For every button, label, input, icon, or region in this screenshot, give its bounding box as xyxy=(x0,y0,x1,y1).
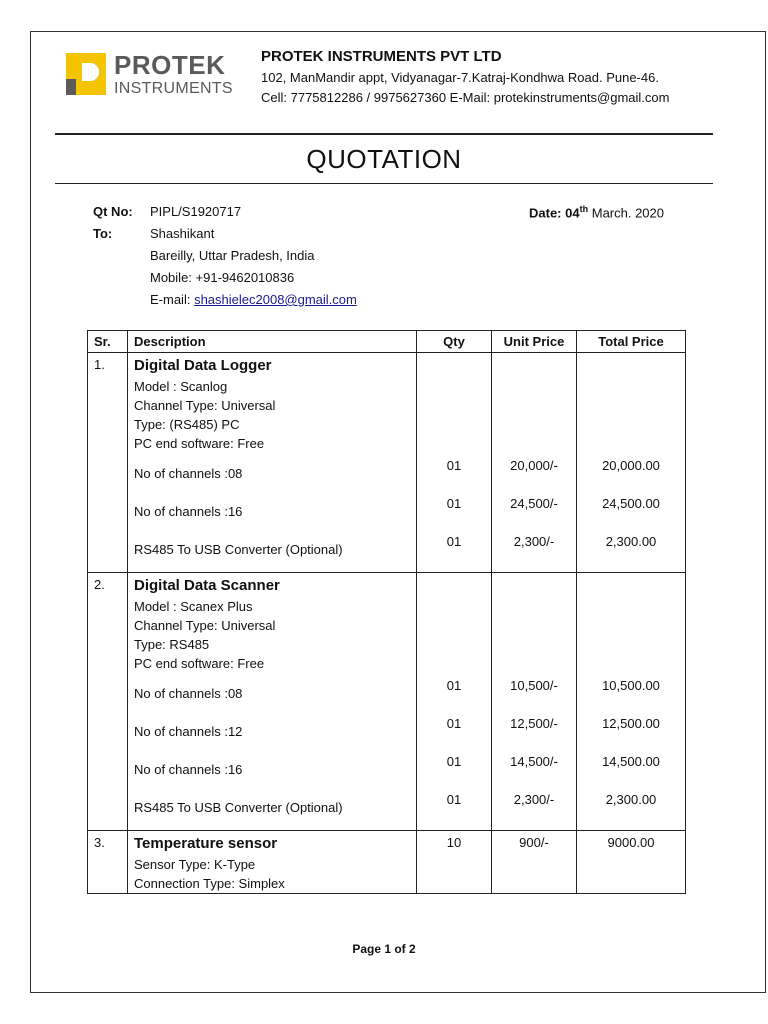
logo-word-instruments: INSTRUMENTS xyxy=(114,80,233,97)
recipient-location: Bareilly, Uttar Pradesh, India xyxy=(150,248,315,263)
date-rest: March. 2020 xyxy=(591,205,664,221)
item-total-cell xyxy=(577,573,686,831)
item-option: No of channels :12 xyxy=(134,724,243,739)
qty-value: 01 xyxy=(446,534,462,549)
table-row xyxy=(88,831,686,894)
total-price-value: 2,300.00 xyxy=(605,792,657,807)
unit-price-value: 14,500/- xyxy=(510,754,558,769)
total-price-value: 2,300.00 xyxy=(605,534,657,549)
item-option: No of channels :08 xyxy=(134,466,243,481)
protek-logo-mark-icon xyxy=(66,53,106,95)
table-header-row xyxy=(88,331,686,353)
company-contact: Cell: 7775812286 / 9975627360 E-Mail: protekinstruments@gmail.com xyxy=(261,90,670,105)
total-price-value: 12,500.00 xyxy=(602,716,660,731)
unit-price-value: 2,300/- xyxy=(513,534,555,549)
total-price-value: 24,500.00 xyxy=(602,496,660,511)
item-title: Digital Data Scanner xyxy=(134,577,280,594)
company-logo xyxy=(66,50,236,100)
header-qty: Qty xyxy=(417,331,492,353)
item-spec: Connection Type: Simplex xyxy=(134,876,285,891)
quotation-items-table xyxy=(87,330,686,894)
qty-value: 01 xyxy=(446,754,462,769)
item-spec: PC end software: Free xyxy=(134,656,265,671)
item-unit-cell xyxy=(492,353,577,573)
recipient-email-label: E-mail: xyxy=(150,292,191,307)
company-address: 102, ManMandir appt, Vidyanagar-7.Katraj-Kondhwa Road. Pune-46. xyxy=(261,70,659,85)
item-qty-cell xyxy=(417,573,492,831)
item-spec: PC end software: Free xyxy=(134,436,265,451)
page-number: Page 1 of 2 xyxy=(352,942,416,956)
item-option: RS485 To USB Converter (Optional) xyxy=(134,542,343,557)
item-sr: 1. xyxy=(88,353,128,573)
header-unit-price: Unit Price xyxy=(492,331,577,353)
qty-value: 01 xyxy=(446,496,462,511)
logo-word-protek: PROTEK xyxy=(114,50,226,80)
qty-value: 01 xyxy=(446,458,462,473)
item-sr: 3. xyxy=(88,831,128,894)
recipient-name: Shashikant xyxy=(150,226,215,241)
qty-value: 01 xyxy=(446,678,462,693)
qt-no-value: PIPL/S1920717 xyxy=(150,204,242,219)
unit-price-value: 10,500/- xyxy=(510,678,558,693)
item-sr: 2. xyxy=(88,573,128,831)
unit-price-value: 12,500/- xyxy=(510,716,558,731)
unit-price-value: 900/- xyxy=(492,831,577,894)
item-spec: Sensor Type: K-Type xyxy=(134,857,256,872)
item-title: Temperature sensor xyxy=(134,835,278,852)
item-spec: Model : Scanex Plus xyxy=(134,599,253,614)
item-spec: Type: RS485 xyxy=(134,637,210,652)
unit-price-value: 20,000/- xyxy=(510,458,558,473)
date-day: 04 xyxy=(565,205,580,221)
recipient-email-link[interactable]: shashielec2008@gmail.com xyxy=(194,292,357,307)
qty-value: 10 xyxy=(417,831,492,894)
table-row xyxy=(88,573,686,831)
table-row xyxy=(88,353,686,573)
to-label: To: xyxy=(93,226,113,241)
item-description xyxy=(128,353,417,573)
item-option: No of channels :16 xyxy=(134,504,243,519)
recipient-email-line xyxy=(150,292,357,307)
header-total-price: Total Price xyxy=(577,331,686,353)
header-sr: Sr. xyxy=(88,331,128,353)
item-spec: Type: (RS485) PC xyxy=(134,417,240,432)
quotation-page xyxy=(30,31,766,993)
qty-value: 01 xyxy=(446,792,462,807)
title-divider xyxy=(55,183,713,184)
item-qty-cell xyxy=(417,353,492,573)
item-description xyxy=(128,831,417,894)
date-field xyxy=(529,204,664,220)
recipient-mobile: Mobile: +91-9462010836 xyxy=(150,270,295,285)
qty-value: 01 xyxy=(446,716,462,731)
header-description: Description xyxy=(128,331,417,353)
item-unit-cell xyxy=(492,573,577,831)
date-suffix: th xyxy=(579,204,589,214)
item-option: No of channels :16 xyxy=(134,762,243,777)
item-description xyxy=(128,573,417,831)
total-price-value: 9000.00 xyxy=(577,831,686,894)
company-name: PROTEK INSTRUMENTS PVT LTD xyxy=(261,48,502,65)
item-total-cell xyxy=(577,353,686,573)
total-price-value: 10,500.00 xyxy=(602,678,660,693)
date-label: Date: xyxy=(529,205,562,221)
item-title: Digital Data Logger xyxy=(134,357,272,374)
item-spec: Channel Type: Universal xyxy=(134,398,276,413)
header-divider xyxy=(55,133,713,135)
item-option: No of channels :08 xyxy=(134,686,243,701)
unit-price-value: 2,300/- xyxy=(513,792,555,807)
item-option: RS485 To USB Converter (Optional) xyxy=(134,800,343,815)
item-spec: Model : Scanlog xyxy=(134,379,228,394)
qt-no-label: Qt No: xyxy=(93,204,133,219)
total-price-value: 20,000.00 xyxy=(602,458,660,473)
item-spec: Channel Type: Universal xyxy=(134,618,276,633)
total-price-value: 14,500.00 xyxy=(602,754,660,769)
document-title: QUOTATION xyxy=(306,144,462,174)
unit-price-value: 24,500/- xyxy=(510,496,558,511)
